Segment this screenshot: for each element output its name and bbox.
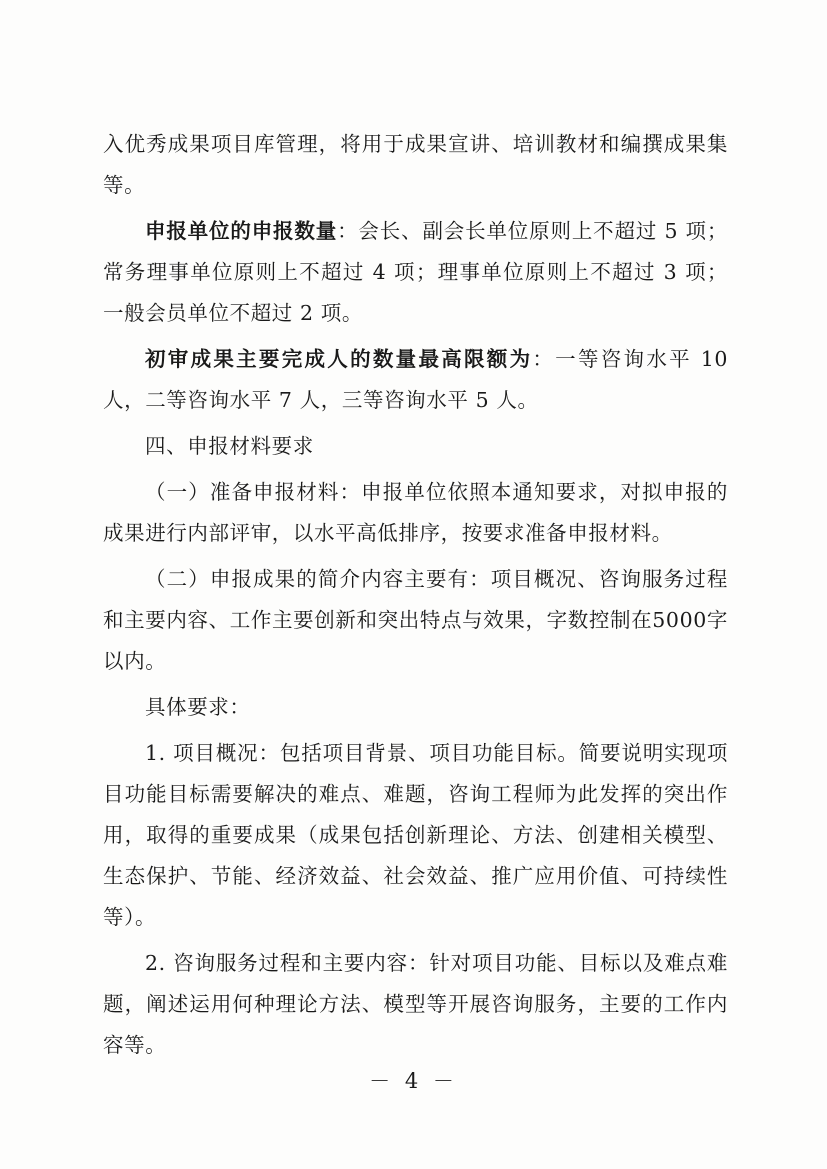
paragraph-heading-bold: 初审成果主要完成人的数量最高限额为 — [145, 347, 533, 371]
paragraph-item-1-project-overview — [103, 733, 728, 938]
paragraph-text: ：会长、副会长单位原则上不超过 5 项；常务理事单位原则上不超过 4 项；理事单位原则上不超过 3 项；一般会员单位不超过 2 项。 — [103, 219, 728, 325]
paragraph-specific-requirements — [103, 687, 728, 728]
paragraph-continuation — [103, 124, 728, 206]
paragraph-heading-bold: 申报单位的申报数量 — [145, 219, 338, 243]
paragraph-text: 入优秀成果项目库管理，将用于成果宣讲、培训教材和编撰成果集等。 — [103, 132, 728, 197]
document-body — [103, 124, 728, 1066]
paragraph-text: 1. 项目概况：包括项目背景、项目功能目标。简要说明实现项目功能目标需要解决的难点、难题，咨询工程师为此发挥的突出作用，取得的重要成果（成果包括创新理论、方法、创建相关模型、生态保护、节能、经济效益、社会效益、推广应用价值、可持续性等）。 — [103, 741, 728, 929]
section-heading-text: 四、申报材料要求 — [145, 434, 314, 458]
paragraph-summary-content — [103, 559, 728, 682]
section-heading-requirements — [103, 426, 728, 467]
paragraph-submission-quantity — [103, 211, 728, 334]
paragraph-text: 具体要求： — [145, 695, 251, 719]
paragraph-text: ：一等咨询水平 10 人，二等咨询水平 7 人，三等咨询水平 5 人。 — [103, 347, 728, 412]
page-number: － 4 － — [369, 1069, 458, 1093]
paragraph-text: （一）准备申报材料：申报单位依照本通知要求，对拟申报的成果进行内部评审，以水平高低排序，按要求准备申报材料。 — [103, 480, 728, 545]
paragraph-item-2-consulting-process — [103, 943, 728, 1066]
paragraph-text: 2. 咨询服务过程和主要内容：针对项目功能、目标以及难点难题，阐述运用何种理论方法、模型等开展咨询服务，主要的工作内容等。 — [103, 951, 728, 1057]
paragraph-text: （二）申报成果的简介内容主要有：项目概况、咨询服务过程和主要内容、工作主要创新和突出特点与效果，字数控制在5000字以内。 — [103, 567, 728, 673]
paragraph-contributor-limit — [103, 339, 728, 421]
paragraph-prepare-materials — [103, 472, 728, 554]
